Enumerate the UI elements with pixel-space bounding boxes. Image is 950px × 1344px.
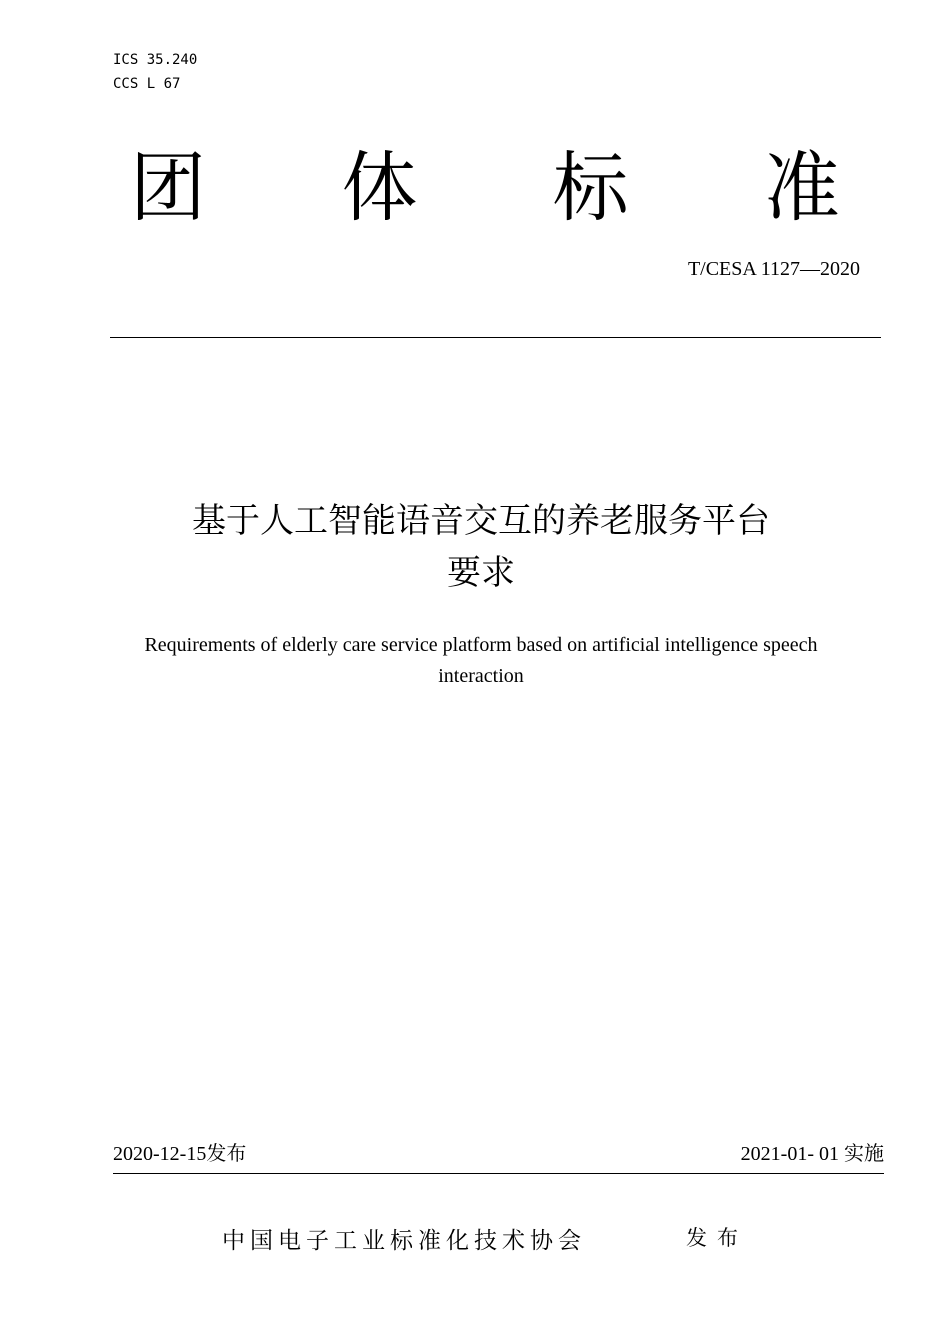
english-title-line-2: interaction bbox=[438, 665, 524, 687]
ics-code: ICS 35.240 bbox=[113, 52, 198, 68]
banner-char-4: 准 bbox=[763, 143, 840, 232]
effective-date-block bbox=[741, 1137, 884, 1166]
document-type-banner bbox=[130, 138, 840, 238]
classification-codes bbox=[113, 48, 197, 96]
english-title-line-1: Requirements of elderly care service platform based on artificial intelligence speech bbox=[144, 634, 818, 656]
bottom-divider bbox=[113, 1173, 884, 1174]
top-divider bbox=[110, 337, 881, 338]
effective-label: 实施 bbox=[844, 1141, 884, 1165]
english-title bbox=[0, 630, 950, 692]
chinese-title bbox=[0, 495, 950, 599]
release-date-block bbox=[113, 1137, 246, 1166]
release-date: 2020-12-15 bbox=[113, 1143, 207, 1165]
publisher-label: 发布 bbox=[686, 1226, 748, 1250]
publisher-name: 中国电子工业标准化技术协会 bbox=[222, 1228, 586, 1254]
banner-char-3: 标 bbox=[552, 143, 629, 232]
banner-char-2: 体 bbox=[341, 143, 418, 232]
standard-number: T/CESA 1127—2020 bbox=[687, 258, 860, 280]
ccs-code: CCS L 67 bbox=[113, 76, 181, 92]
chinese-title-line-2: 要求 bbox=[447, 553, 515, 593]
banner-char-1: 团 bbox=[130, 143, 206, 232]
chinese-title-line-1: 基于人工智能语音交互的养老服务平台 bbox=[192, 501, 770, 541]
release-label: 发布 bbox=[206, 1141, 247, 1165]
effective-date: 2021-01- 01 bbox=[740, 1143, 839, 1165]
